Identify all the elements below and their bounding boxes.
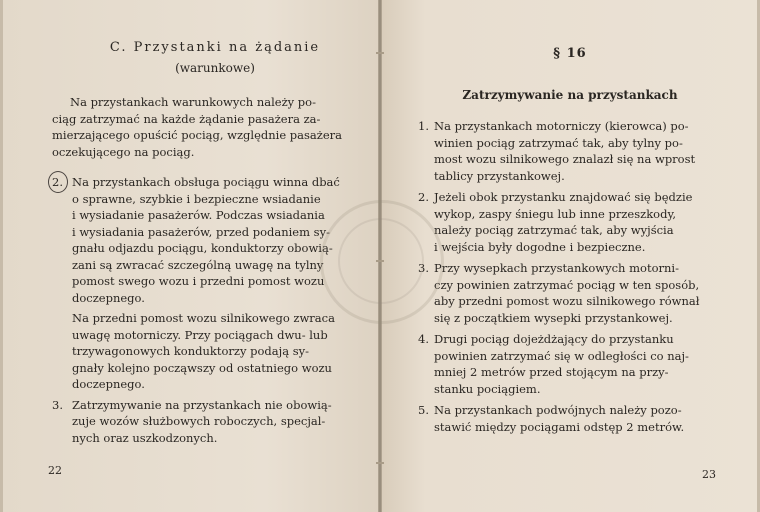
- text-line: zani są zwracać szczególną uwagę na tylny: [72, 257, 324, 272]
- text-line: Przy wysepkach przystankowych motorni-: [434, 261, 679, 275]
- item-number: 4.: [418, 332, 429, 346]
- text-line: doczepnego.: [72, 377, 145, 391]
- page-edge-left: [0, 0, 3, 512]
- text-line: należy pociąg zatrzymać tak, aby wyjścia: [434, 223, 674, 237]
- intro-paragraph: [52, 94, 356, 160]
- text-line: doczepnego.: [72, 290, 145, 305]
- binding-stitch: [376, 52, 384, 54]
- list-item: [418, 331, 724, 397]
- text-line: Na przystankach motorniczy (kierowca) po-: [434, 119, 689, 133]
- page-number-right: 23: [702, 468, 716, 481]
- item-number: 2.: [52, 175, 63, 189]
- text-line: Na przystankach warunkowych należy po-: [70, 95, 316, 109]
- rules-list: [418, 118, 724, 440]
- text-line: czy powinien zatrzymać pociąg w ten sposób,: [434, 277, 700, 292]
- list-item: [418, 260, 724, 326]
- item-number: 3.: [418, 261, 429, 275]
- text-line: pomost swego wozu i przedni pomost wozu: [72, 274, 325, 288]
- list-item: [418, 189, 724, 255]
- text-line: winien pociąg zatrzymać tak, aby tylny po-: [434, 135, 683, 150]
- item-3: [52, 397, 356, 447]
- text-line: i wysiadanie pasażerów. Podczas wsiadania: [72, 208, 325, 222]
- text-line: Zatrzymywanie na przystankach nie obowią-: [72, 397, 332, 412]
- faded-library-stamp-inner: [338, 218, 424, 304]
- text-line: nych oraz uszkodzonych.: [72, 430, 218, 445]
- text-line: się z początkiem wysepki przystankowej.: [434, 310, 673, 325]
- page-number-left: 22: [48, 464, 62, 477]
- text-line: Na przystankach obsługa pociągu winna dbać: [72, 175, 340, 189]
- list-item: [418, 402, 724, 435]
- section-subheading: (warunkowe): [175, 61, 255, 75]
- right-heading: Zatrzymywanie na przystankach: [462, 88, 678, 102]
- text-line: o sprawne, szybkie i bezpieczne wsiadanie: [72, 191, 321, 206]
- text-line: trzywagonowych konduktorzy podają sy-: [72, 344, 309, 358]
- text-line: stawić między pociągami odstęp 2 metrów.: [434, 419, 685, 434]
- text-line: gnału odjazdu pociągu, konduktorzy obowią-: [72, 241, 333, 255]
- item-number: 2.: [418, 190, 429, 204]
- list-item: [418, 118, 724, 184]
- text-line: most wozu silnikowego znalazł się na wprost: [434, 152, 696, 166]
- text-line: i wysiadania pasażerów, przed podaniem sy-: [72, 224, 330, 239]
- section-heading: C. Przystanki na żądanie: [109, 40, 321, 55]
- binding-stitch: [376, 462, 384, 464]
- item-number: 1.: [418, 119, 429, 133]
- text-line: aby przedni pomost wozu silnikowego równał: [434, 294, 700, 308]
- text-line: oczekującego na pociąg.: [52, 144, 195, 159]
- item-2: [52, 174, 356, 393]
- text-line: gnały kolejno począwszy od ostatniego wozu: [72, 360, 332, 375]
- text-line: Na przystankach podwójnych należy pozo-: [434, 403, 682, 417]
- text-line: stanku pociągiem.: [434, 381, 541, 396]
- left-body-text: [52, 94, 356, 446]
- text-line: zuje wozów służbowych roboczych, specjal-: [72, 414, 326, 428]
- paragraph-section-mark: § 16: [553, 46, 587, 61]
- text-line: mierzającego opuścić pociąg, względnie pasażera: [52, 128, 342, 142]
- text-line: mniej 2 metrów przed stojącym na przy-: [434, 365, 669, 379]
- text-line: powinien zatrzymać się w odległości co naj-: [434, 348, 689, 363]
- item-2-continuation: [72, 310, 356, 393]
- text-line: uwagę motorniczy. Przy pociągach dwu- lub: [72, 327, 328, 342]
- text-line: wykop, zaspy śniegu lub inne przeszkody,: [434, 206, 677, 221]
- text-line: i wejścia były dogodne i bezpieczne.: [434, 239, 646, 254]
- text-line: Na przedni pomost wozu silnikowego zwraca: [72, 311, 335, 325]
- text-line: tablicy przystankowej.: [434, 168, 565, 183]
- text-line: Jeżeli obok przystanku znajdować się będzie: [434, 190, 693, 204]
- text-line: ciąg zatrzymać na każde żądanie pasażera za-: [52, 111, 321, 126]
- item-number: 3.: [52, 397, 63, 412]
- item-number: 5.: [418, 403, 429, 417]
- text-line: Drugi pociąg dojeżdżający do przystanku: [434, 332, 674, 346]
